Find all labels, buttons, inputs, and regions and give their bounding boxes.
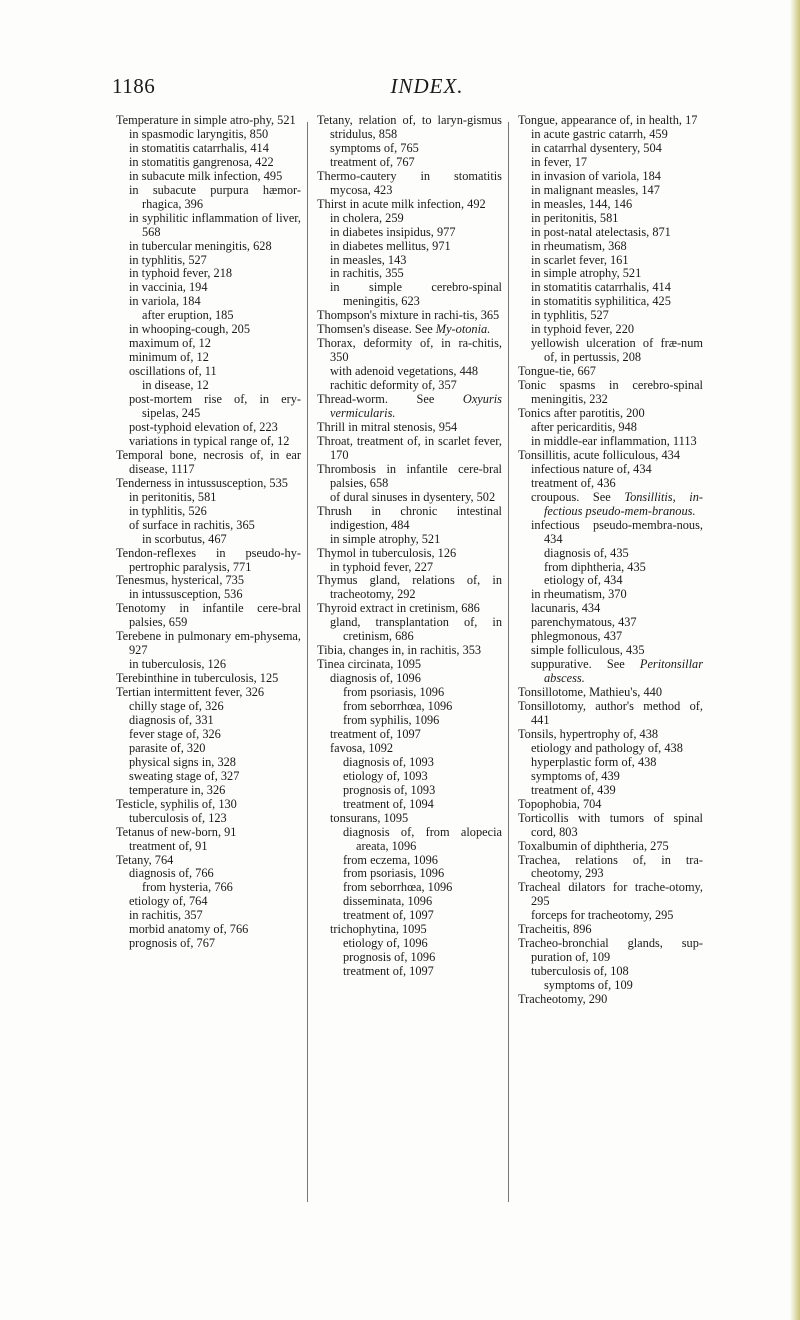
- index-entry: hyperplastic form of, 438: [531, 754, 657, 769]
- index-entry: Tongue, appearance of, in health, 17: [518, 113, 698, 127]
- index-entry: in stomatitis catarrhalis, 414: [129, 140, 269, 155]
- index-entry: etiology of, 764: [129, 894, 208, 909]
- index-entry: prognosis of, 1096: [343, 950, 436, 965]
- index-entry: Tonic spasms in cerebro-spinal meningitis, 232: [518, 378, 703, 407]
- index-entry: minimum of, 12: [129, 350, 209, 365]
- index-entry: trichophytina, 1095: [330, 922, 427, 937]
- index-entry: of dural sinuses in dysentery, 502: [330, 489, 496, 504]
- index-entry: disseminata, 1096: [343, 894, 433, 909]
- index-entry: in typhoid fever, 227: [330, 559, 434, 574]
- index-entry: chilly stage of, 326: [129, 699, 224, 714]
- index-entry: Tenotomy in infantile cere-bral palsies, 659: [116, 601, 301, 630]
- column-divider: [307, 122, 308, 1202]
- index-entry: suppurative. See Peritonsillar abscess.: [531, 657, 703, 686]
- index-entry: parenchymatous, 437: [531, 615, 637, 630]
- index-entry: in intussusception, 536: [129, 587, 243, 602]
- index-entry: in disease, 12: [142, 378, 209, 393]
- index-entry: treatment of, 439: [531, 782, 616, 797]
- index-column-3: [518, 114, 703, 1007]
- page-number: 1186: [112, 74, 156, 98]
- index-entry: Thrush in chronic intestinal indigestion, 484: [317, 503, 502, 532]
- index-entry: Throat, treatment of, in scarlet fever, 170: [317, 433, 502, 462]
- index-entry: from eczema, 1096: [343, 852, 438, 867]
- index-entry: diagnosis of, 435: [544, 545, 629, 560]
- page-header: [112, 74, 742, 102]
- index-entry: temperature in, 326: [129, 782, 226, 797]
- index-entry: Toxalbumin of diphtheria, 275: [518, 838, 669, 853]
- index-entry: yellowish ulceration of fræ-num of, in pertussis, 208: [531, 336, 703, 365]
- index-entry: in diabetes mellitus, 971: [330, 238, 451, 253]
- index-entry: from seborrhœa, 1096: [343, 699, 453, 714]
- index-entry: physical signs in, 328: [129, 754, 236, 769]
- index-entry: treatment of, 1097: [343, 908, 434, 923]
- index-entry: Tracheitis, 896: [518, 922, 592, 937]
- index-entry: symptoms of, 765: [330, 140, 419, 155]
- index-entry: in invasion of variola, 184: [531, 168, 661, 183]
- index-entry: Tracheo-bronchial glands, sup-puration of, 109: [518, 936, 703, 965]
- index-entry: prognosis of, 767: [129, 936, 216, 951]
- index-entry: Terebene in pulmonary em-physema, 927: [116, 629, 301, 658]
- index-entry: in peritonitis, 581: [129, 489, 217, 504]
- index-entry: etiology of, 434: [544, 573, 623, 588]
- index-entry: after eruption, 185: [142, 308, 234, 323]
- index-entry: Tetany, relation of, to laryn-gismus stridulus, 858: [317, 113, 502, 141]
- index-entry: Thomsen's disease. See My-otonia.: [317, 322, 491, 337]
- index-entry: Tracheotomy, 290: [518, 992, 608, 1007]
- index-entry: Thirst in acute milk infection, 492: [317, 196, 486, 211]
- index-entry: phlegmonous, 437: [531, 629, 623, 644]
- index-entry: in spasmodic laryngitis, 850: [129, 126, 269, 141]
- index-entry: diagnosis of, 1096: [330, 671, 421, 686]
- index-entry: Tonsillotome, Mathieu's, 440: [518, 685, 662, 700]
- index-entry: Tonsillitis, acute folliculous, 434: [518, 447, 680, 462]
- index-entry: sweating stage of, 327: [129, 768, 240, 783]
- index-entry: Thymus gland, relations of, in tracheotomy, 292: [317, 573, 502, 602]
- index-entry: treatment of, 767: [330, 154, 415, 169]
- index-entry: etiology and pathology of, 438: [531, 740, 683, 755]
- index-entry: Tenesmus, hysterical, 735: [116, 573, 245, 588]
- index-entry: Tendon-reflexes in pseudo-hy-pertrophic paralysis, 771: [116, 545, 301, 574]
- index-entry: in vaccinia, 194: [129, 280, 208, 295]
- index-entry: infectious pseudo-membra-nous, 434: [531, 517, 703, 546]
- index-entry: in simple atrophy, 521: [330, 531, 441, 546]
- index-entry: symptoms of, 439: [531, 768, 620, 783]
- index-entry: lacunaris, 434: [531, 601, 601, 616]
- index-entry: Temporal bone, necrosis of, in ear disease, 1117: [116, 447, 301, 476]
- index-entry: Thymol in tuberculosis, 126: [317, 545, 457, 560]
- index-entry: favosa, 1092: [330, 740, 394, 755]
- index-entry: Thermo-cautery in stomatitis mycosa, 423: [317, 168, 502, 197]
- index-entry: in rheumatism, 368: [531, 238, 627, 253]
- index-entry: Thread-worm. See Oxyuris vermicularis.: [317, 392, 502, 421]
- index-entry: rachitic deformity of, 357: [330, 378, 457, 393]
- index-entry: prognosis of, 1093: [343, 782, 436, 797]
- index-entry: diagnosis of, 1093: [343, 754, 434, 769]
- index-entry: in stomatitis gangrenosa, 422: [129, 154, 274, 169]
- index-entry: in tubercular meningitis, 628: [129, 238, 272, 253]
- index-entry: Tenderness in intussusception, 535: [116, 475, 288, 490]
- index-entry: parasite of, 320: [129, 740, 206, 755]
- index-entry: in peritonitis, 581: [531, 210, 619, 225]
- index-entry: Thrombosis in infantile cere-bral palsies, 658: [317, 461, 502, 490]
- index-entry: after pericarditis, 948: [531, 419, 637, 434]
- index-entry: variations in typical range of, 12: [129, 433, 290, 448]
- index-entry: in rheumatism, 370: [531, 587, 627, 602]
- index-entry: etiology of, 1096: [343, 936, 428, 951]
- index-entry: in scarlet fever, 161: [531, 252, 629, 267]
- index-entry: Terebinthine in tuberculosis, 125: [116, 671, 279, 686]
- index-entry: in syphilitic inflammation of liver, 568: [129, 210, 301, 239]
- index-entry: treatment of, 1094: [343, 796, 434, 811]
- index-entry: in typhoid fever, 218: [129, 266, 233, 281]
- index-entry: symptoms of, 109: [544, 978, 633, 993]
- index-entry: from diphtheria, 435: [544, 559, 646, 574]
- index-entry: Tonsils, hypertrophy of, 438: [518, 726, 659, 741]
- index-entry: gland, transplantation of, in cretinism, 686: [330, 615, 502, 644]
- index-entry: maximum of, 12: [129, 336, 211, 351]
- index-entry: Tertian intermittent fever, 326: [116, 685, 265, 700]
- index-entry: diagnosis of, from alopecia areata, 1096: [343, 824, 502, 853]
- index-entry: in simple atrophy, 521: [531, 266, 642, 281]
- index-entry: simple folliculous, 435: [531, 643, 645, 658]
- index-entry: in cholera, 259: [330, 210, 404, 225]
- index-entry: Tonsillotomy, author's method of, 441: [518, 699, 703, 727]
- index-entry: in fever, 17: [531, 154, 588, 169]
- index-entry: croupous. See Tonsillitis, in-fectious pseudo-mem-branous.: [531, 489, 703, 518]
- running-title: INDEX.: [390, 74, 464, 98]
- index-entry: from psoriasis, 1096: [343, 866, 445, 881]
- index-entry: treatment of, 1097: [343, 964, 434, 979]
- page-edge-shading: [790, 0, 800, 1320]
- index-entry: treatment of, 436: [531, 475, 616, 490]
- index-entry: from syphilis, 1096: [343, 712, 440, 727]
- index-entry: oscillations of, 11: [129, 364, 217, 379]
- index-entry: in measles, 144, 146: [531, 196, 633, 211]
- index-entry: in whooping-cough, 205: [129, 322, 251, 337]
- index-entry: tonsurans, 1095: [330, 810, 409, 825]
- index-entry: in variola, 184: [129, 294, 201, 309]
- index-entry: in rachitis, 355: [330, 266, 404, 281]
- index-entry: Torticollis with tumors of spinal cord, 803: [518, 810, 703, 839]
- index-entry: diagnosis of, 766: [129, 866, 214, 881]
- index-entry: tuberculosis of, 108: [531, 964, 629, 979]
- index-entry: from hysteria, 766: [142, 880, 233, 895]
- index-entry: infectious nature of, 434: [531, 461, 652, 476]
- index-entry: in middle-ear inflammation, 1113: [531, 433, 697, 448]
- index-entry: Topophobia, 704: [518, 796, 602, 811]
- index-entry: in typhlitis, 527: [531, 308, 609, 323]
- index-entry: in malignant measles, 147: [531, 182, 660, 197]
- index-entry: Thompson's mixture in rachi-tis, 365: [317, 308, 500, 323]
- index-entry: Tinea circinata, 1095: [317, 657, 422, 672]
- index-entry: in post-natal atelectasis, 871: [531, 224, 671, 239]
- index-entry: Thrill in mitral stenosis, 954: [317, 419, 458, 434]
- index-entry: treatment of, 91: [129, 838, 208, 853]
- index-entry: in scorbutus, 467: [142, 531, 227, 546]
- index-entry: Thorax, deformity of, in ra-chitis, 350: [317, 336, 502, 365]
- index-entry: in acute gastric catarrh, 459: [531, 126, 668, 141]
- index-entry: tuberculosis of, 123: [129, 810, 227, 825]
- index-entry: Temperature in simple atro-phy, 521: [116, 113, 296, 127]
- index-entry: in tuberculosis, 126: [129, 657, 227, 672]
- index-entry: Tracheal dilators for trache-otomy, 295: [518, 880, 703, 909]
- index-entry: Trachea, relations of, in tra-cheotomy, 293: [518, 852, 703, 881]
- index-entry: Tibia, changes in, in rachitis, 353: [317, 643, 482, 658]
- index-entry: Testicle, syphilis of, 130: [116, 796, 237, 811]
- index-entry: in catarrhal dysentery, 504: [531, 140, 662, 155]
- index-entry: in typhoid fever, 220: [531, 322, 635, 337]
- index-entry: in measles, 143: [330, 252, 407, 267]
- index-entry: etiology of, 1093: [343, 768, 428, 783]
- index-entry: Tetany, 764: [116, 852, 174, 867]
- index-entry: forceps for tracheotomy, 295: [531, 908, 674, 923]
- index-entry: with adenoid vegetations, 448: [330, 364, 479, 379]
- index-entry: in subacute milk infection, 495: [129, 168, 283, 183]
- index-entry: Thyroid extract in cretinism, 686: [317, 601, 480, 616]
- index-entry: post-mortem rise of, in ery-sipelas, 245: [129, 392, 301, 421]
- index-entry: Tonics after parotitis, 200: [518, 406, 645, 421]
- index-entry: in diabetes insipidus, 977: [330, 224, 456, 239]
- index-entry: in typhlitis, 527: [129, 252, 207, 267]
- index-entry: of surface in rachitis, 365: [129, 517, 255, 532]
- index-entry: from seborrhœa, 1096: [343, 880, 453, 895]
- index-column-2: [317, 114, 502, 979]
- index-entry: Tetanus of new-born, 91: [116, 824, 237, 839]
- index-entry: morbid anatomy of, 766: [129, 922, 249, 937]
- index-entry: in rachitis, 357: [129, 908, 203, 923]
- index-entry: treatment of, 1097: [330, 726, 421, 741]
- index-entry: in typhlitis, 526: [129, 503, 207, 518]
- index-entry: in simple cerebro-spinal meningitis, 623: [330, 280, 502, 309]
- column-divider: [508, 122, 509, 1202]
- index-entry: from psoriasis, 1096: [343, 685, 445, 700]
- index-entry: in stomatitis catarrhalis, 414: [531, 280, 671, 295]
- index-column-1: [116, 114, 301, 951]
- index-entry: in subacute purpura hæmor-rhagica, 396: [129, 182, 301, 211]
- index-entry: diagnosis of, 331: [129, 712, 214, 727]
- index-entry: post-typhoid elevation of, 223: [129, 419, 278, 434]
- index-entry: Tongue-tie, 667: [518, 364, 596, 379]
- index-entry: fever stage of, 326: [129, 726, 221, 741]
- index-entry: in stomatitis syphilitica, 425: [531, 294, 671, 309]
